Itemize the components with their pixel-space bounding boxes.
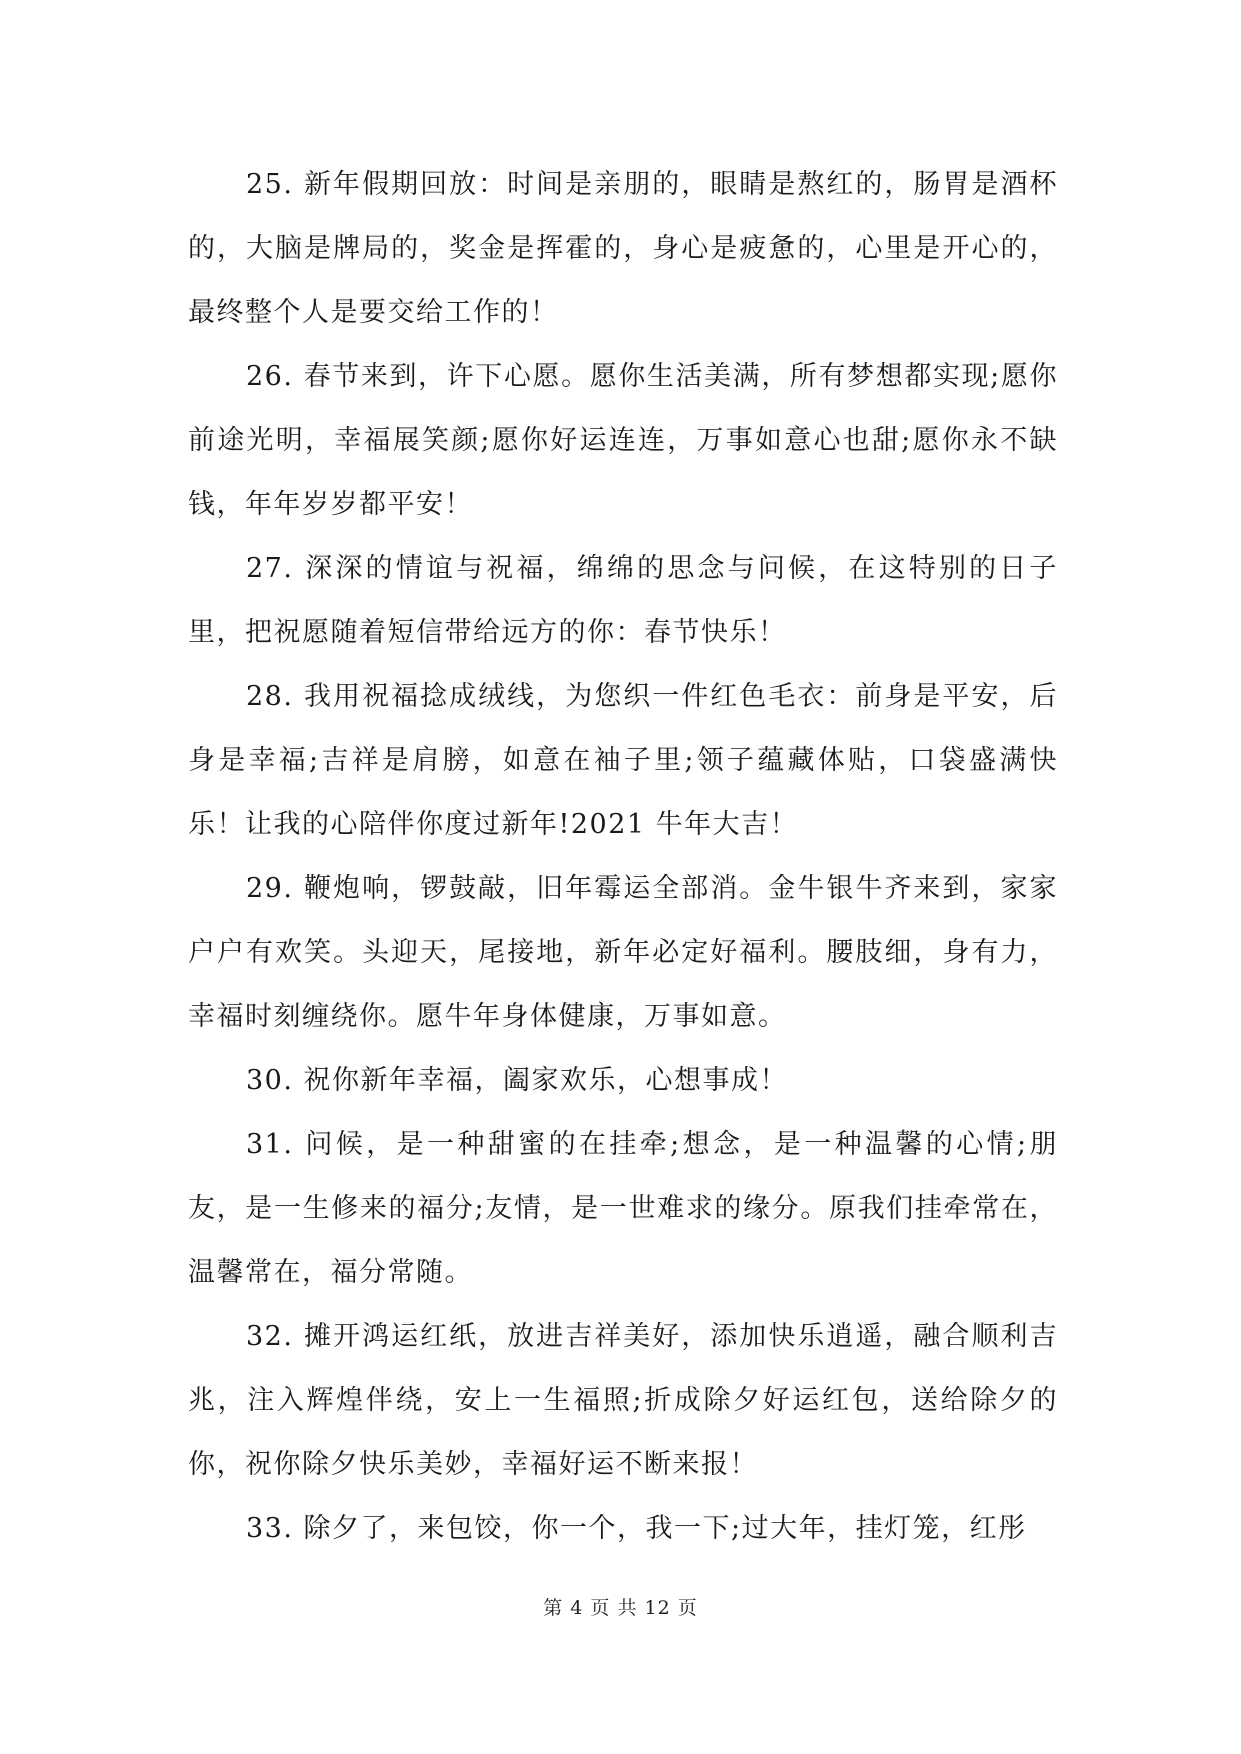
paragraph-30: 30. 祝你新年幸福，阖家欢乐，心想事成！ bbox=[246, 1065, 789, 1096]
paragraph-28: 28. 我用祝福捻成绒线，为您织一件红色毛衣：前身是平安，后身是幸福;吉祥是肩膀，如意在袖子里;领子蕴藏体贴，口袋盛满快乐！让我的心陪伴你度过新年!2021 牛年大吉！ bbox=[188, 681, 1058, 840]
footer-prefix: 第 bbox=[543, 1597, 564, 1619]
paragraph-31: 31. 问候，是一种甜蜜的在挂牵;想念，是一种温馨的心情;朋友，是一生修来的福分;友情，是一世难求的缘分。原我们挂牵常在，温馨常在，福分常随。 bbox=[188, 1129, 1058, 1288]
footer-middle: 页 共 bbox=[590, 1597, 638, 1619]
paragraph-25: 25. 新年假期回放：时间是亲朋的，眼睛是熬红的，肠胃是酒杯的，大脑是牌局的，奖金是挥霍的，身心是疲惫的，心里是开心的，最终整个人是要交给工作的！ bbox=[188, 169, 1058, 328]
paragraph-33: 33. 除夕了，来包饺，你一个，我一下;过大年，挂灯笼，红彤 bbox=[246, 1513, 1027, 1544]
page-footer bbox=[0, 1596, 1241, 1620]
footer-suffix: 页 bbox=[677, 1597, 698, 1619]
paragraph-32: 32. 摊开鸿运红纸，放进吉祥美好，添加快乐逍遥，融合顺利吉兆，注入辉煌伴绕，安上一生福照;折成除夕好运红包，送给除夕的你，祝你除夕快乐美妙，幸福好运不断来报！ bbox=[188, 1321, 1058, 1480]
document-body bbox=[188, 153, 1058, 1561]
paragraph-29: 29. 鞭炮响，锣鼓敲，旧年霉运全部消。金牛银牛齐来到，家家户户有欢笑。头迎天，尾接地，新年必定好福利。腰肢细，身有力，幸福时刻缠绕你。愿牛年身体健康，万事如意。 bbox=[188, 873, 1058, 1032]
paragraph-27: 27. 深深的情谊与祝福，绵绵的思念与问候，在这特别的日子里，把祝愿随着短信带给远方的你：春节快乐！ bbox=[188, 553, 1058, 648]
paragraph-26: 26. 春节来到，许下心愿。愿你生活美满，所有梦想都实现;愿你前途光明，幸福展笑颜;愿你好运连连，万事如意心也甜;愿你永不缺钱，年年岁岁都平安！ bbox=[188, 361, 1058, 520]
footer-current-page: 4 bbox=[570, 1597, 584, 1619]
footer-total-pages: 12 bbox=[644, 1597, 671, 1619]
